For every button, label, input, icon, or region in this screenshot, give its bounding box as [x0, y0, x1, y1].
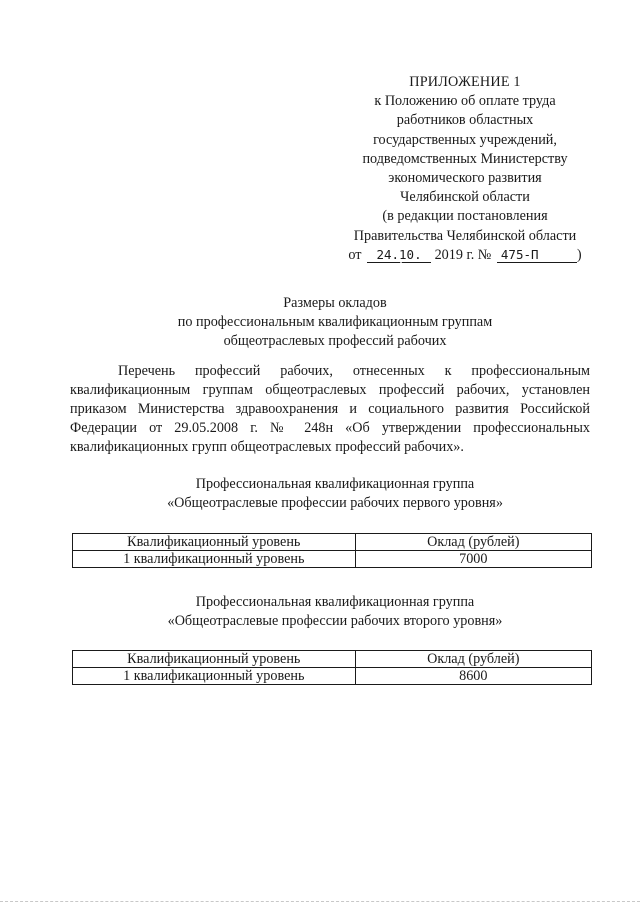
table-cell: 1 квалификационный уровень	[73, 668, 356, 685]
salary-table-first-level	[72, 533, 592, 568]
resolution-number-field: 475-П	[497, 247, 577, 263]
table-header-cell: Квалификационный уровень	[73, 534, 356, 551]
group-title-line: Профессиональная квалификационная группа	[195, 476, 475, 492]
heading-line: общеотраслевых профессий рабочих	[223, 333, 447, 349]
document-heading	[60, 294, 610, 351]
appendix-title: ПРИЛОЖЕНИЕ 1	[409, 74, 521, 90]
scan-artifact	[400, 262, 402, 263]
table-header-cell: Оклад (рублей)	[355, 651, 591, 668]
group-title-line: «Общеотраслевые профессии рабочих первого уровня»	[167, 495, 503, 511]
resolution-date-field: 24.10.	[367, 247, 431, 263]
date-prefix: от	[348, 246, 362, 263]
appendix-line: Правительства Челябинской области	[353, 227, 577, 244]
table-header-cell: Квалификационный уровень	[73, 651, 356, 668]
heading-line: Размеры окладов	[283, 295, 387, 311]
resolution-date-line	[330, 246, 600, 265]
salary-table-second-level	[72, 650, 592, 685]
appendix-line: Челябинской области	[400, 189, 530, 206]
appendix-line: экономического развития	[388, 170, 542, 187]
table-header-row	[73, 534, 592, 551]
group-title-line: Профессиональная квалификационная группа	[195, 594, 475, 610]
appendix-line: (в редакции постановления	[382, 208, 548, 225]
heading-line: по профессиональным квалификационным группам	[177, 314, 493, 330]
closing-parenthesis: )	[576, 246, 582, 263]
table-header-row	[73, 651, 592, 668]
table-header-cell: Оклад (рублей)	[355, 534, 591, 551]
group-title-second-level	[60, 593, 610, 631]
table-row	[73, 551, 592, 568]
intro-paragraph: Перечень профессий рабочих, отнесенных к профессиональным квалификационным группам общеотраслевых профессий рабочих, установлен приказом Министерства здравоохранения и социального развития Российской Федерации от 29.05.2008 г. № 248н «Об утверждении профессиональных квалификационных групп общеотраслевых профессий рабочих».	[70, 363, 590, 455]
scan-bottom-edge	[0, 901, 640, 903]
appendix-line: работников областных	[396, 112, 534, 129]
appendix-line: подведомственных Министерству	[362, 150, 568, 167]
appendix-line: к Положению об оплате труда	[374, 93, 556, 110]
group-title-first-level	[60, 475, 610, 513]
table-row	[73, 668, 592, 685]
year-number-label: 2019 г. №	[434, 246, 492, 263]
table-cell: 7000	[355, 551, 591, 568]
appendix-line: государственных учреждений,	[373, 131, 557, 148]
appendix-header	[330, 73, 600, 265]
table-cell: 1 квалификационный уровень	[73, 551, 356, 568]
group-title-line: «Общеотраслевые профессии рабочих второго уровня»	[167, 613, 503, 629]
table-cell: 8600	[355, 668, 591, 685]
